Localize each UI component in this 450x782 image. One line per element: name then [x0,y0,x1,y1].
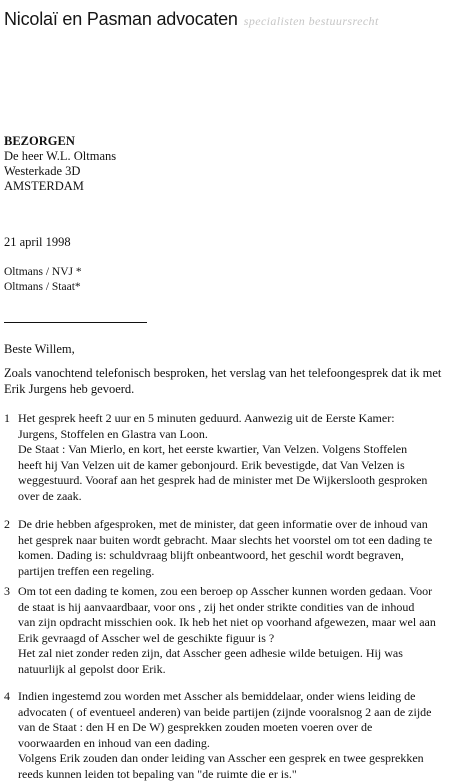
point-line: partijen treffen een regeling. [18,564,446,580]
point-number: 3 [4,584,10,600]
letter-date: 21 april 1998 [4,235,71,250]
point-line: weggestuurd. Vooraf aan het gesprek had de minister met De Wijkerslooth gesproken [18,473,446,489]
point-line: Jurgens, Stoffelen en Glastra van Loon. [18,427,446,443]
recipient-city: AMSTERDAM [4,179,116,194]
point-1 [4,411,446,504]
point-line: van de Staat : den H en De W) gesprekken zouden moeten voeren over de [18,720,446,736]
point-line: Erik gevraagd of Asscher wel de geschikte figuur is ? [18,631,446,647]
point-line: voorwaarden en inhoud van een dading. [18,736,446,752]
point-line: reeds kunnen leiden tot bepaling van "de ruimte die er is." [18,767,446,782]
point-line: de staat is hij aanvaardbaar, voor ons , zij het onder strikte condities van de inhoud [18,600,446,616]
point-line: van zijn opdracht misschien ook. Ik heb het niet op voorhand afgewezen, maar wel aan [18,615,446,631]
reference-line: Oltmans / NVJ * [4,265,82,280]
point-line: heeft hij Van Velzen uit de kamer gebonjourd. Erik bevestigde, dat Van Velzen is [18,458,446,474]
recipient-street: Westerkade 3D [4,164,116,179]
firm-specialty: specialisten bestuursrecht [244,14,379,28]
point-number: 2 [4,517,10,533]
point-line: De Staat : Van Mierlo, en kort, het eerste kwartier, Van Velzen. Volgens Stoffelen [18,442,446,458]
intro-paragraph: Zoals vanochtend telefonisch besproken, het verslag van het telefoongesprek dat ik met Erik Jurgens heb gevoerd. [4,366,444,397]
reference-line: Oltmans / Staat* [4,280,82,295]
point-line: natuurlijk al gepolst door Erik. [18,662,446,678]
recipient-address [4,134,116,194]
point-line: Volgens Erik zouden dan onder leiding van Asscher een gesprek en twee gesprekken [18,751,446,767]
firm-name: Nicolaï en Pasman advocaten [4,9,238,29]
point-line: Om tot een dading te komen, zou een beroep op Asscher kunnen worden gedaan. Voor [18,584,446,600]
point-line: Het zal niet zonder reden zijn, dat Asscher geen adhesie wilde betuigen. Hij was [18,646,446,662]
point-3 [4,584,446,677]
point-line: advocaten ( of eventueel anderen) van beide partijen (zijnde vooralsnog 2 aan de zijde [18,705,446,721]
point-number: 4 [4,689,10,705]
point-4 [4,689,446,782]
recipient-name: De heer W.L. Oltmans [4,149,116,164]
letterhead [4,9,379,30]
divider [4,322,147,323]
point-line: het gesprek naar buiten wordt gebracht. Maar slechts het voorstel om tot een dading te [18,533,446,549]
delivery-note: BEZORGEN [4,134,116,149]
salutation: Beste Willem, [4,342,75,357]
references [4,265,82,295]
point-line: over de zaak. [18,489,446,505]
point-line: Indien ingestemd zou worden met Asscher als bemiddelaar, onder wiens leiding de [18,689,446,705]
point-line: De drie hebben afgesproken, met de minister, dat geen informatie over de inhoud van [18,517,446,533]
point-line: Het gesprek heeft 2 uur en 5 minuten geduurd. Aanwezig uit de Eerste Kamer: [18,411,446,427]
point-2 [4,517,446,579]
point-number: 1 [4,411,10,427]
point-line: komen. Dading is: schuldvraag blijft onbeantwoord, het geschil wordt begraven, [18,548,446,564]
